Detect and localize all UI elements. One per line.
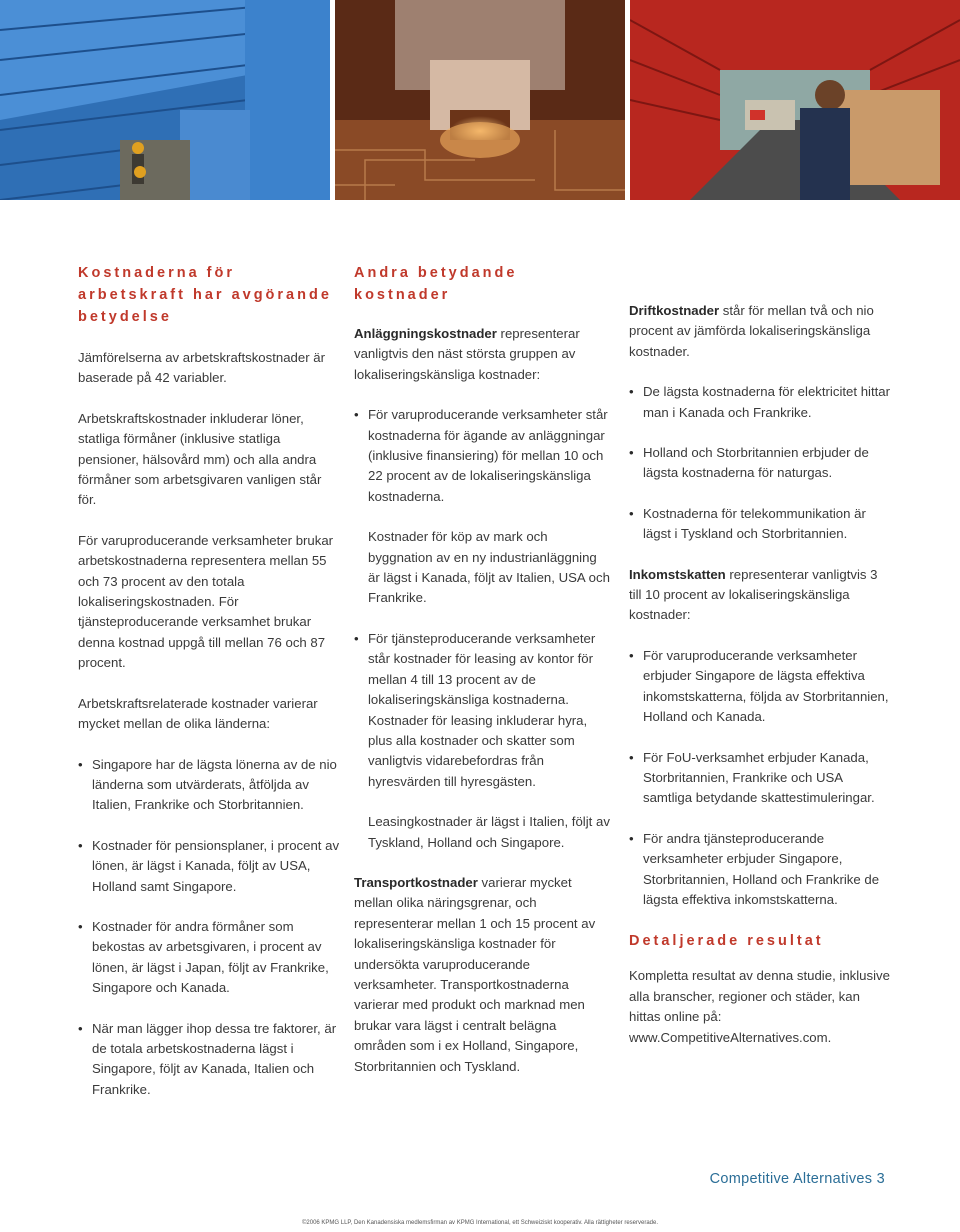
labor-variation-intro: Arbetskraftsrelaterade kostnader varierar mycket mellan de olika länderna: (78, 695, 318, 732)
transport-paragraph (354, 873, 612, 1077)
tax-intro (629, 565, 891, 626)
operating-bullet-list (629, 382, 891, 544)
labor-definition: Arbetskraftskostnader inkluderar löner, statliga förmåner (inklusive statliga pensioner, hälsovård mm) och alla andra förmåner som arbetsgivaren vanligen står för. (78, 410, 322, 508)
operating-intro-text: står för mellan två och nio procent av jämförda lokaliseringskänsliga kostnader. (629, 303, 874, 359)
facility-intro (354, 324, 612, 385)
facility-intro-text: representerar vanligtvis den näst största gruppen av lokaliseringskänsliga kostnader: (354, 326, 580, 382)
other-costs-heading: Andra betydande kostnader (354, 265, 518, 303)
transport-term: Transportkostnader (354, 874, 478, 890)
list-item: • För varuproducerande verksamheter erbjuder Singapore de lägsta effektiva inkomstskatterna, följda av Storbritannien, Holland och Kanada. (629, 646, 891, 728)
labor-costs-heading: Kostnaderna för arbetskraft har avgörande betydelse (78, 265, 332, 325)
list-item: • Kostnaderna för telekommunikation är lägst i Tyskland och Storbritannien. (629, 504, 891, 545)
labor-intro: Jämförelserna av arbetskraftskostnader är baserade på 42 variabler. (78, 350, 326, 386)
transport-text: varierar mycket mellan olika näringsgrenar, och representerar mellan 1 och 15 procent av lokaliseringskänsliga kostnader för undersökta varuproducerande verksamheter. Transportkostnaderna varierar med produkt och marknad men brukar vara lägst i centralt belägna områden som i ex Holland, Singapore, Storbritannien och Tyskland. (354, 874, 596, 1074)
operating-intro (629, 301, 891, 362)
facility-land-cost: Kostnader för köp av mark och byggnation av en ny industrianläggning är lägst i Kanada, följt av Italien, USA och Frankrike. (368, 529, 610, 606)
detailed-results-text: Kompletta resultat av denna studie, inklusive alla branscher, regioner och städer, kan hittas online på: www.CompetitiveAlternatives.com. (629, 968, 890, 1045)
list-item: • För andra tjänsteproducerande verksamheter erbjuder Singapore, Storbritannien, Holland och Frankrike de lägsta effektiva inkomstskatterna. (629, 829, 891, 911)
column-other-costs (354, 262, 612, 1077)
list-item: • Kostnader för andra förmåner som bekostas av arbetsgivaren, i procent av lönen, är lägst i Japan, följt av Frankrike, Singapore och Kanada. (78, 917, 340, 999)
tax-bullet-list (629, 646, 891, 910)
list-item (354, 629, 612, 853)
column-operating-costs (629, 301, 891, 1048)
photo-circuit-board-machine (335, 0, 625, 200)
list-item: • Holland och Storbritannien erbjuder de lägsta kostnaderna för naturgas. (629, 443, 891, 484)
photo-conveyor-truck (630, 0, 960, 200)
list-item (354, 405, 612, 609)
copyright: ©2006 KPMG LLP, Den Kanadensiska medlemsfirman av KPMG International, ett Schweiziskt kooperativ. Alla rättigheter reserverade. (301, 1220, 659, 1226)
tax-intro-text: representerar vanligtvis 3 till 10 procent av lokaliseringskänsliga kostnader: (629, 566, 878, 623)
tax-term: Inkomstskatten (629, 566, 726, 582)
photo-lumber-yard (0, 0, 330, 200)
list-item: • För FoU-verksamhet erbjuder Kanada, Storbritannien, Frankrike och USA samtliga betydande skattestimuleringar. (629, 748, 891, 809)
list-item: • När man lägger ihop dessa tre faktorer, är de totala arbetskostnaderna lägst i Singapore, följt av Kanada, Italien och Frankrike. (78, 1019, 340, 1101)
column-labor-costs (78, 262, 340, 1120)
facility-services: • För tjänsteproducerande verksamheter står kostnader för leasing av kontor för mellan 4 till 13 procent av de lokaliseringskänsliga kostnaderna. Kostnader för leasing inkluderar hyra, plus alla kostnader och skatter som vanligtvis vidarebefordras från hyresvärden till hyresgästen. (368, 630, 596, 789)
labor-bullet-list (78, 755, 340, 1101)
operating-term: Driftkostnader (629, 303, 720, 318)
list-item: • Kostnader för pensionsplaner, i procent av lönen, är lägst i Kanada, följt av USA, Holland samt Singapore. (78, 836, 340, 897)
facility-bullet-list (354, 405, 612, 853)
detailed-results-heading: Detaljerade resultat (629, 933, 824, 950)
list-item: • De lägsta kostnaderna för elektricitet hittar man i Kanada och Frankrike. (629, 382, 891, 423)
facility-manufacturing: • För varuproducerande verksamheter står kostnaderna för ägande av anläggningar (inklusive finansiering) för mellan 10 och 22 procent av de lokaliseringskänsliga kostnaderna. (368, 407, 608, 504)
facility-term: Anläggningskostnader (354, 326, 497, 341)
footer-title: Competitive Alternatives 3 (709, 1171, 885, 1187)
list-item: • Singapore har de lägsta lönerna av de nio länderna som utvärderats, åtföljda av Italien, Frankrike och Storbritannien. (78, 755, 340, 816)
facility-leasing: Leasingkostnader är lägst i Italien, följt av Tyskland, Holland och Singapore. (368, 814, 610, 850)
labor-share: För varuproducerande verksamheter brukar arbetskostnaderna representera mellan 55 och 73 procent av den totala lokaliseringskostnaden. För tjänsteproducerande verksamhet brukar denna kostnad uppgå till mellan 76 och 87 procent. (78, 532, 334, 671)
